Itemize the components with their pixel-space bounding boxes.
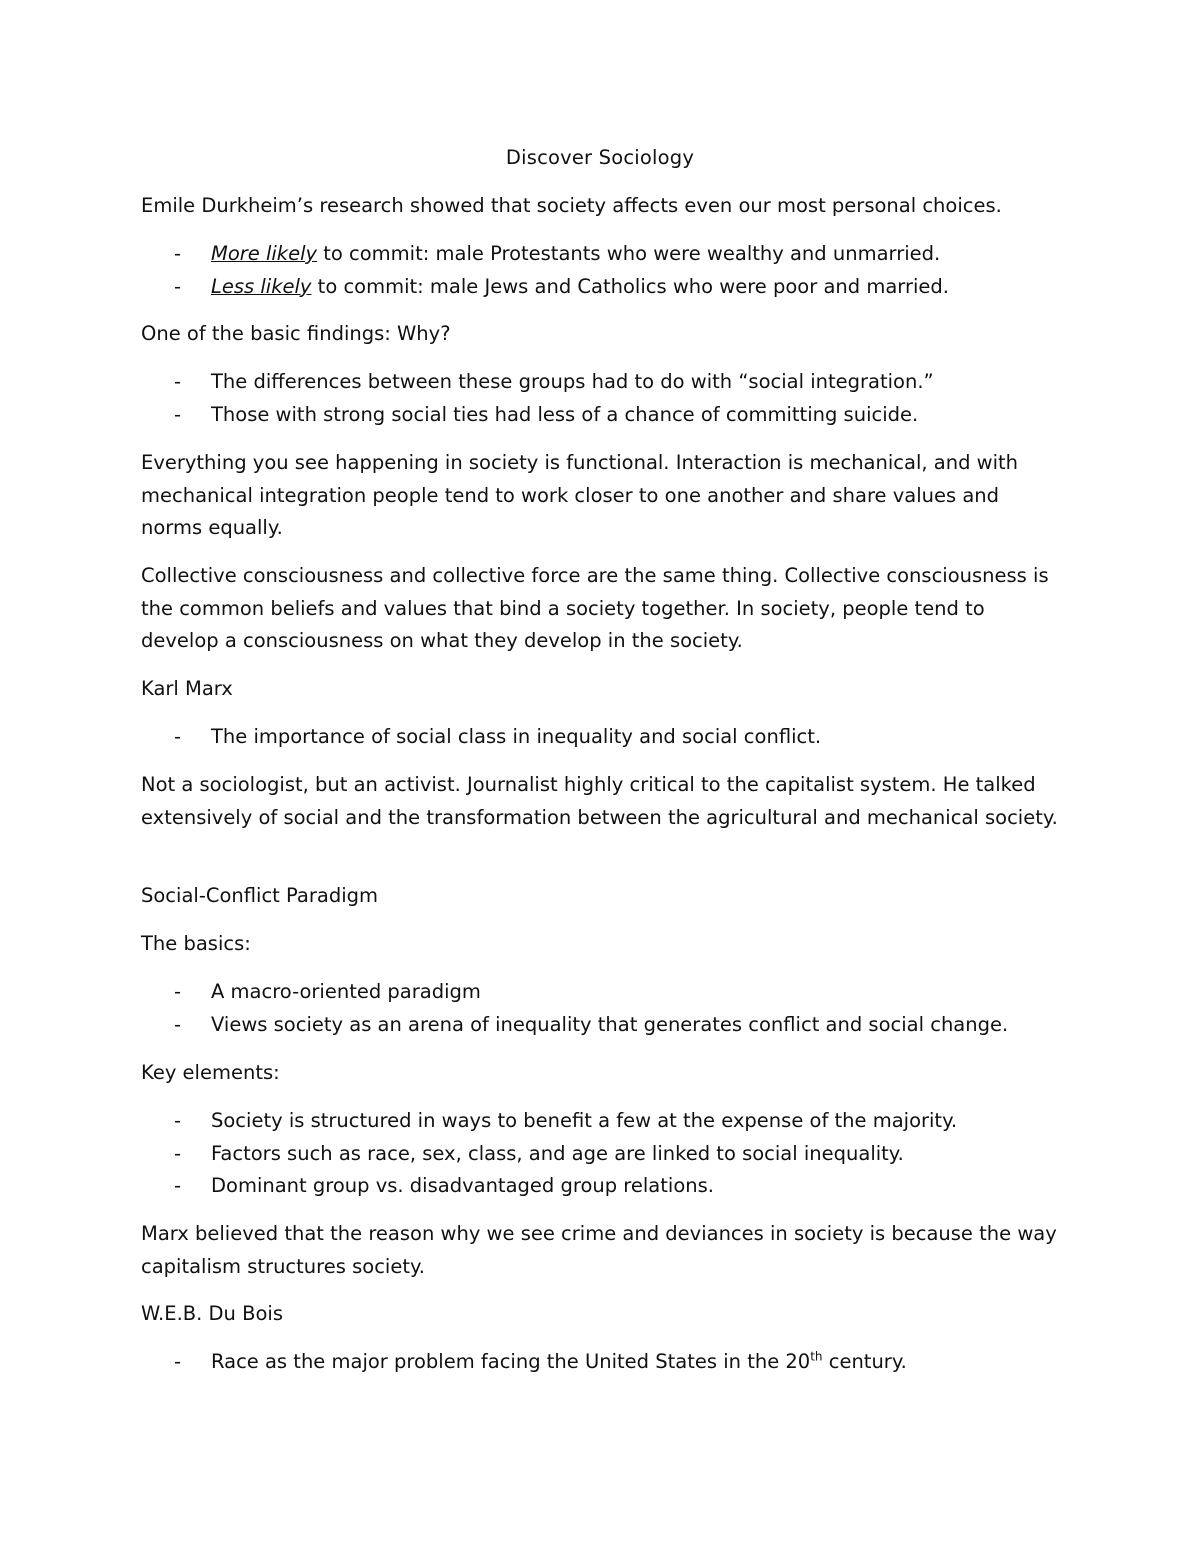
paragraph-marx-activist: Not a sociologist, but an activist. Journalist highly critical to the capitalist system. He talked extensively of social and the transformation between the agricultural and mechanical society. <box>141 773 1058 829</box>
list-item-text: Race as the major problem facing the United States in the 20 <box>211 1350 811 1373</box>
bullet-dash: - <box>174 370 182 393</box>
list-item <box>172 1009 1072 1042</box>
bullet-dash: - <box>174 402 182 426</box>
list-item-text: Those with strong social ties had less of a chance of committing suicide. <box>211 402 919 426</box>
emphasis-more-likely: More likely <box>211 242 318 265</box>
paragraph-basic-findings: One of the basic findings: Why? <box>141 322 451 345</box>
bullet-list-marx <box>172 721 1072 754</box>
bullet-list-key-elements <box>172 1105 1072 1203</box>
list-item-text: Factors such as race, sex, class, and age are linked to social inequality. <box>211 1141 904 1165</box>
bullet-dash: - <box>174 980 182 1003</box>
bullet-list-durkheim <box>172 238 1072 303</box>
bullet-dash: - <box>174 1350 182 1373</box>
bullet-list-du-bois <box>172 1346 1072 1379</box>
bullet-dash: - <box>174 1141 182 1165</box>
heading-key-elements: Key elements: <box>141 1061 280 1084</box>
list-item-text: A macro-oriented paradigm <box>211 980 481 1003</box>
list-item <box>172 271 1072 304</box>
list-item-text: to commit: male Protestants who were wealthy and unmarried. <box>317 242 941 265</box>
bullet-dash: - <box>174 1109 182 1132</box>
list-item <box>172 399 1072 432</box>
list-item <box>172 238 1072 271</box>
document-title: Discover Sociology <box>505 146 695 169</box>
list-item <box>172 976 1072 1009</box>
list-item <box>172 1105 1072 1138</box>
list-item <box>172 1170 1072 1203</box>
emphasis-less-likely: Less likely <box>211 274 312 298</box>
list-item <box>172 1138 1072 1171</box>
paragraph-durkheim-intro: Emile Durkheim’s research showed that society affects even our most personal choices. <box>141 194 1002 217</box>
paragraph-marx-crime: Marx believed that the reason why we see crime and deviances in society is because the way capitalism structures society. <box>141 1222 1057 1278</box>
list-item-text-end: century. <box>822 1350 907 1373</box>
bullet-dash: - <box>174 1012 182 1036</box>
list-item-text: The differences between these groups had to do with “social integration.” <box>211 370 934 393</box>
list-item <box>172 366 1072 399</box>
list-item-text: to commit: male Jews and Catholics who were poor and married. <box>311 274 949 298</box>
heading-the-basics: The basics: <box>141 932 251 955</box>
list-item <box>172 721 1072 754</box>
paragraph-collective-consciousness: Collective consciousness and collective force are the same thing. Collective consciousness is the common beliefs and values that bind a society together. In society, people tend to develop a consciousness on what they develop in the society. <box>141 564 1049 652</box>
bullet-dash: - <box>174 1174 182 1197</box>
paragraph-functional: Everything you see happening in society is functional. Interaction is mechanical, and with mechanical integration people tend to work closer to one another and share values and norms equally. <box>141 451 1019 539</box>
bullet-list-basics <box>172 976 1072 1041</box>
bullet-list-findings <box>172 366 1072 431</box>
list-item-text: Dominant group vs. disadvantaged group relations. <box>211 1174 714 1197</box>
list-item-text: Society is structured in ways to benefit a few at the expense of the majority. <box>211 1109 958 1132</box>
superscript-th: th <box>810 1349 823 1364</box>
heading-social-conflict: Social-Conflict Paradigm <box>141 884 378 907</box>
heading-karl-marx: Karl Marx <box>141 677 233 700</box>
bullet-dash: - <box>174 725 182 748</box>
bullet-dash: - <box>174 242 182 265</box>
list-item-text: The importance of social class in inequality and social conflict. <box>211 725 822 748</box>
bullet-dash: - <box>174 274 182 298</box>
list-item <box>172 1346 1072 1379</box>
heading-du-bois: W.E.B. Du Bois <box>141 1302 283 1325</box>
list-item-text: Views society as an arena of inequality that generates conflict and social change. <box>211 1012 1009 1036</box>
